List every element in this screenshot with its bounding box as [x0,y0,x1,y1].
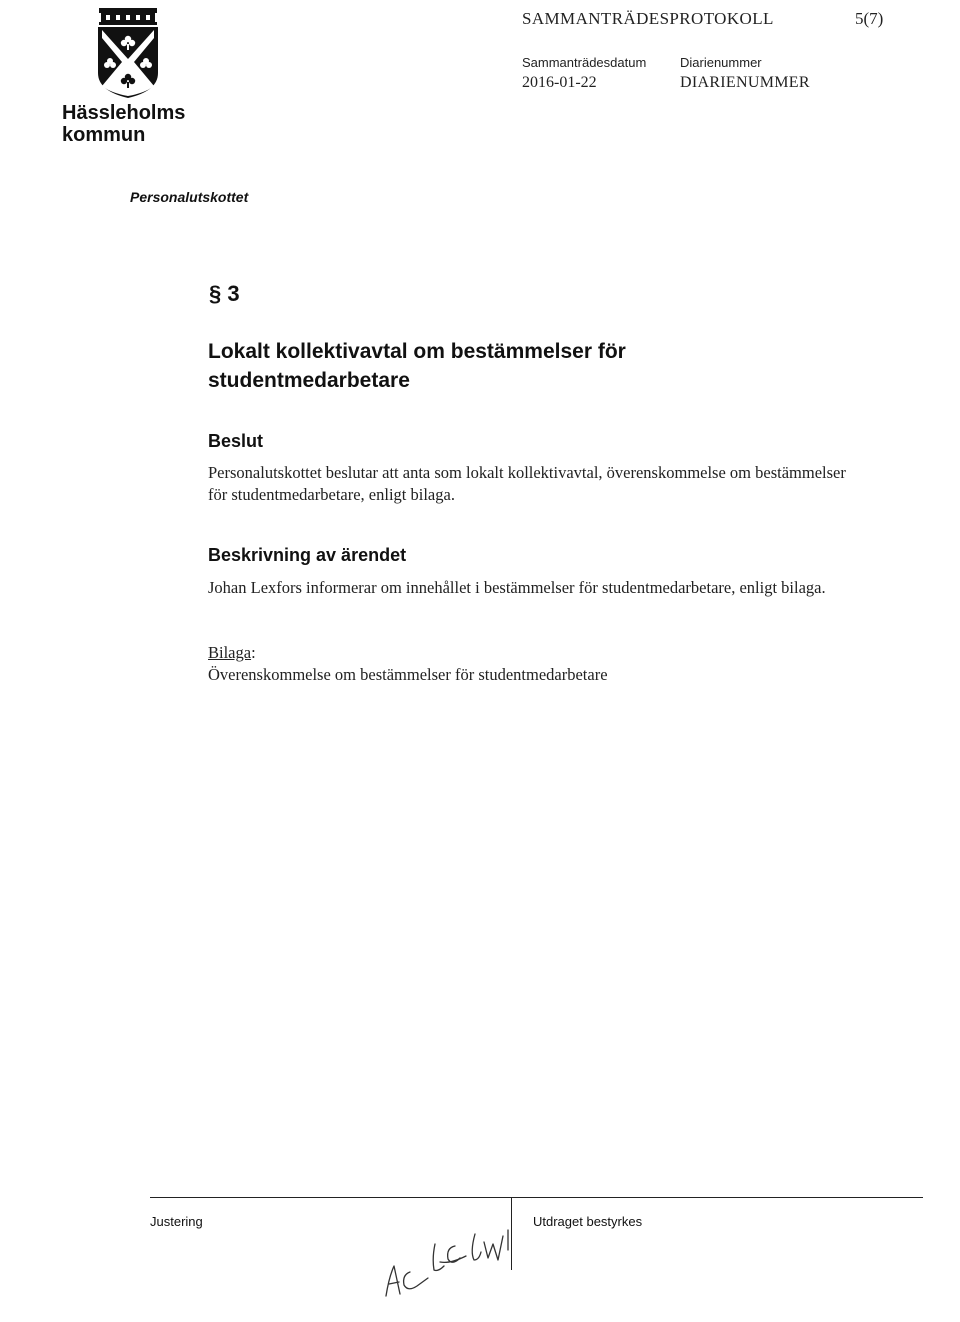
paragraph-number: § 3 [209,281,240,306]
meeting-date: 2016-01-22 [522,74,597,91]
decision-heading: Beslut [208,431,264,451]
attachment-label-colon: : [251,643,256,662]
municipality-name-line-1: Hässleholms [62,102,186,124]
handwritten-signature [380,1222,515,1302]
municipality-coat-of-arms-logo [95,7,161,99]
municipality-name-line-2: kommun [62,124,146,146]
diary-number: DIARIENUMMER [680,74,810,91]
municipality-name [62,102,212,146]
description-heading: Beskrivning av ärendet [208,545,407,565]
page-number: 5(7) [855,9,884,28]
diary-number-label: Diarienummer [680,55,762,70]
section-title: Lokalt kollektivavtal om bestämmelser för studentmedarbetare [208,340,626,392]
attachment-item: Överenskommelse om bestämmelser för studentmedarbetare [208,665,608,684]
extract-certified-label: Utdraget bestyrkes [533,1214,643,1229]
attachment-label-text: Bilaga [208,643,252,662]
attachment-label [208,643,256,663]
justering-label: Justering [150,1214,203,1229]
footer-divider-line [150,1197,923,1198]
document-type: SAMMANTRÄDESPROTOKOLL [522,9,774,28]
meeting-date-label: Sammanträdesdatum [522,55,647,70]
decision-text: Personalutskottet beslutar att anta som lokalt kollektivavtal, överenskommelse om bestämmelser för studentmedarbetare, enligt bilaga. [208,463,846,504]
description-text: Johan Lexfors informerar om innehållet i bestämmelser för studentmedarbetare, enligt bilaga. [208,578,826,597]
committee-name: Personalutskottet [130,189,249,205]
